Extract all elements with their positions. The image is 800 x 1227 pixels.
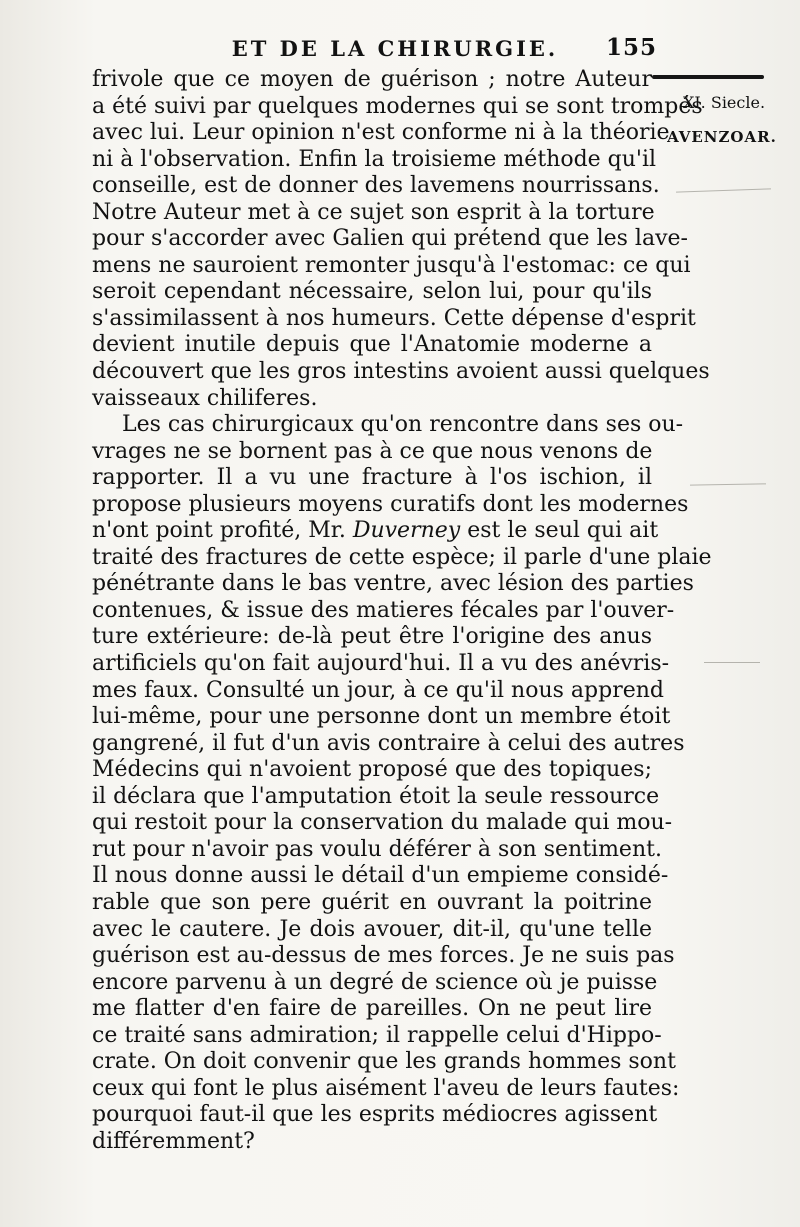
text-line: Notre Auteur met à ce sujet son esprit à la torture: [92, 199, 655, 225]
text-line: découvert que les gros intestins avoient aussi quelques: [92, 359, 710, 385]
text-line: crate. On doit convenir que les grands hommes sont: [92, 1049, 676, 1075]
text-line: n'ont point profité, Mr. Duverney est le seul qui ait: [92, 518, 659, 544]
text-line: vrages ne se bornent pas à ce que nous venons de: [92, 438, 653, 464]
text-line: s'assimilassent à nos humeurs. Cette dépense d'esprit: [92, 305, 696, 331]
text-line: rapporter. Il a vu une fracture à l'os ischion, il: [92, 465, 652, 491]
text-line: a été suivi par quelques modernes qui se sont trompés: [92, 93, 703, 119]
pencil-mark: [704, 662, 760, 663]
text-line: différemment?: [92, 1128, 255, 1154]
text-line: mes faux. Consulté un jour, à ce qu'il nous apprend: [92, 677, 664, 703]
text-line: seroit cependant nécessaire, selon lui, pour qu'ils: [92, 279, 652, 305]
text-line: Il nous donne aussi le détail d'un empieme considé-: [92, 863, 669, 889]
text-line: me flatter d'en faire de pareilles. On ne peut lire: [92, 996, 652, 1022]
pencil-mark: [676, 188, 771, 192]
running-title: ET DE LA CHIRURGIE.: [231, 36, 559, 61]
text-line: il déclara que l'amputation étoit la seule ressource: [92, 783, 660, 809]
text-line: frivole que ce moyen de guérison ; notre Auteur: [92, 67, 652, 92]
text-line: devient inutile depuis que l'Anatomie moderne a: [92, 332, 652, 358]
text-line: conseille, est de donner des lavemens nourrissans.: [92, 173, 660, 199]
text-line: artificiels qu'on fait aujourd'hui. Il a vu des anévris-: [92, 651, 670, 677]
text-line: ni à l'observation. Enfin la troisieme méthode qu'il: [92, 146, 657, 172]
text-line: pénétrante dans le bas ventre, avec lésion des parties: [92, 571, 694, 597]
text-line: rut pour n'avoir pas voulu déférer à son sentiment.: [92, 836, 662, 862]
text-line: ceux qui font le plus aisément l'aveu de leurs fautes:: [92, 1075, 680, 1101]
text-line: pourquoi faut-il que les esprits médiocres agissent: [92, 1102, 658, 1128]
text-line: traité des fractures de cette espèce; il parle d'une plaie: [92, 544, 712, 570]
italic-name: Duverney: [352, 518, 461, 544]
text-line: pour s'accorder avec Galien qui prétend que les lave-: [92, 226, 688, 252]
text-line: gangrené, il fut d'un avis contraire à celui des autres: [92, 730, 685, 756]
text-line: vaisseaux chiliferes.: [92, 385, 318, 411]
text-line: mens ne sauroient remonter jusqu'à l'estomac: ce qui: [92, 252, 691, 278]
margin-rule: [652, 75, 764, 79]
text-line: Médecins qui n'avoient proposé que des topiques;: [92, 757, 652, 783]
text-line: ce traité sans admiration; il rappelle celui d'Hippo-: [92, 1022, 662, 1048]
pencil-mark: [690, 483, 766, 485]
text-line: contenues, & issue des matieres fécales par l'ouver-: [92, 597, 675, 623]
text-line: qui restoit pour la conservation du malade qui mou-: [92, 810, 673, 836]
page-number: 155: [606, 34, 658, 61]
text-line: propose plusieurs moyens curatifs dont les modernes: [92, 491, 689, 517]
text-line: Les cas chirurgicaux qu'on rencontre dans ses ou-: [122, 412, 684, 438]
text-line: ture extérieure: de-là peut être l'origine des anus: [92, 624, 652, 650]
margin-note-century: XI. Siecle.: [682, 93, 766, 112]
main-text: [92, 67, 712, 1155]
margin-note-author: AVENZOAR.: [667, 128, 777, 146]
text-line: avec le cautere. Je dois avouer, dit-il, qu'une telle: [92, 916, 652, 942]
text-line: rable que son pere guérit en ouvrant la poitrine: [92, 889, 652, 915]
text-line: avec lui. Leur opinion n'est conforme ni à la théorie: [92, 120, 670, 146]
text-line: encore parvenu à un degré de science où je puisse: [92, 969, 658, 995]
text-line: lui-même, pour une personne dont un membre étoit: [92, 704, 671, 730]
text-line: guérison est au-dessus de mes forces. Je ne suis pas: [92, 943, 675, 969]
